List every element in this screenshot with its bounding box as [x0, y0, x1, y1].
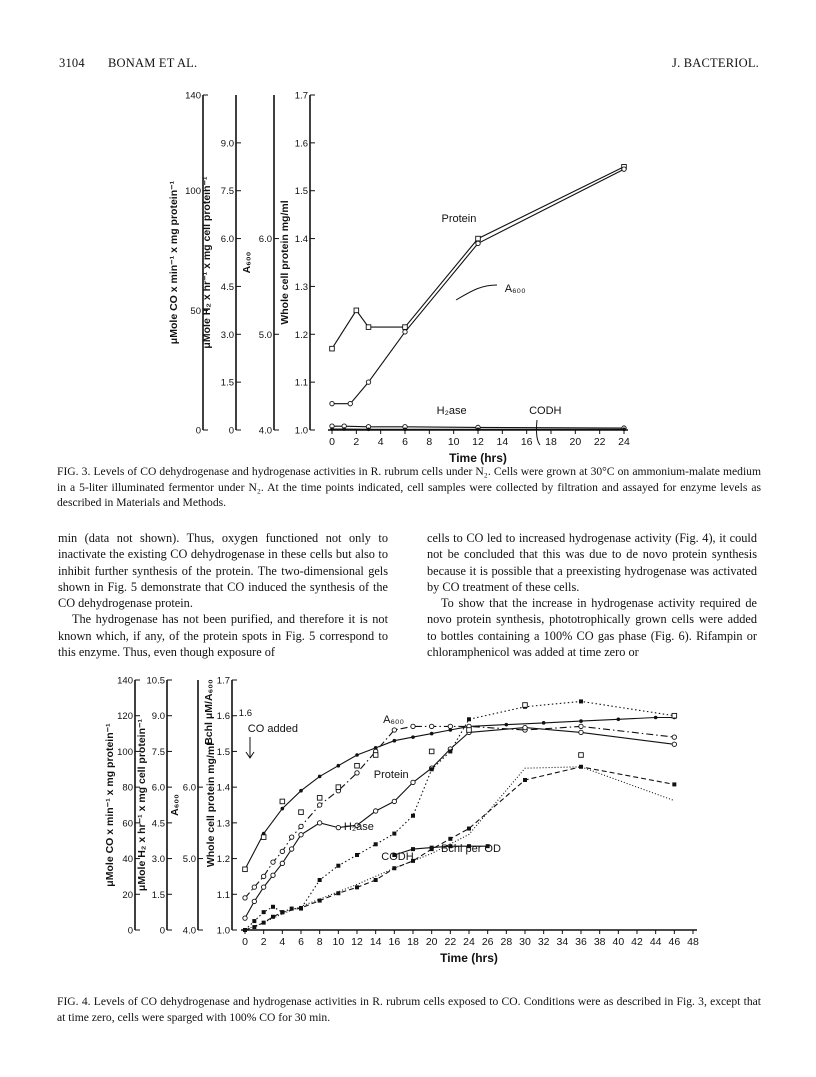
x-tick-label: 36	[575, 936, 587, 948]
data-point	[448, 724, 452, 728]
x-tick-label: 26	[481, 936, 494, 948]
x-tick-label: 44	[649, 936, 662, 948]
y-tick-label: 1.4	[216, 782, 230, 794]
data-point	[355, 753, 359, 757]
y-tick-label: 1.0	[216, 925, 230, 937]
x-tick-label: 14	[496, 436, 509, 448]
y-tick-label: 50	[190, 305, 201, 317]
x-tick-label: 8	[316, 936, 323, 948]
data-point	[672, 713, 677, 718]
y-tick-label: 1.1	[294, 377, 308, 389]
body-paragraph: The hydrogenase has not been purified, and therefore it is not known which, if any, of the protein spots in Fig. 5 correspond to this enzyme. Thus, even though exposure of	[58, 612, 388, 660]
y-tick-label: 1.4	[294, 234, 308, 246]
x-tick-label: 16	[520, 436, 533, 448]
y-tick-label: 1.1	[216, 889, 230, 901]
y-tick-label: 9.0	[220, 138, 234, 150]
x-tick-label: 38	[593, 936, 606, 948]
y-tick-label: 1.2	[216, 854, 230, 866]
series-line	[245, 726, 674, 898]
annotation-label: A₆₀₀	[504, 283, 526, 295]
data-point	[523, 725, 527, 729]
x-tick-label: 18	[407, 936, 419, 948]
data-point	[318, 775, 322, 779]
data-point	[243, 867, 248, 872]
y-tick-label: 0	[159, 925, 165, 937]
y-tick-label: 9.0	[151, 711, 165, 723]
y-tick-label: 3.0	[151, 854, 165, 866]
fig3-caption: FIG. 3. Levels of CO dehydrogenase and hydrogenase activities in R. rubrum cells under N₂. Cells were grown at 30°C on ammonium-malate medium in a 5-liter illuminated fermentor under N₂. At the time points indicated, cell samples were collected by filtration and assayed for enzyme levels as described in Materials and Methods.	[57, 465, 761, 510]
x-tick-label: 10	[332, 936, 345, 948]
page-number: 3104	[59, 56, 85, 70]
data-point	[355, 853, 359, 857]
data-point	[243, 916, 247, 920]
y-tick-label-bchl: 1.6	[238, 708, 252, 719]
data-point	[448, 837, 452, 841]
y-tick-label: 4.5	[220, 281, 234, 293]
y-tick-label: 20	[122, 889, 133, 901]
data-point	[392, 866, 396, 870]
x-tick-label: 10	[447, 436, 460, 448]
y-tick-label: 140	[185, 90, 201, 102]
y-axis-label: A₆₀₀	[169, 794, 181, 816]
data-point	[261, 885, 265, 889]
data-point	[271, 860, 275, 864]
y-axis-label: A₆₀₀	[241, 251, 253, 274]
y-tick-label: 1.5	[294, 186, 308, 198]
x-axis-label: Time (hrs)	[440, 951, 498, 965]
y-tick-label: 1.6	[216, 711, 230, 723]
data-point	[617, 717, 621, 721]
y-tick-label: 1.5	[151, 889, 165, 901]
y-tick-label: 40	[122, 854, 133, 866]
data-point	[299, 824, 303, 828]
y-tick-label: 3.0	[220, 329, 234, 341]
data-point	[261, 835, 266, 840]
y-tick-label: 4.5	[151, 818, 165, 830]
data-point	[271, 905, 275, 909]
annotation-label: Protein	[373, 769, 409, 781]
x-tick-label: 22	[593, 436, 606, 448]
x-tick-label: 4	[279, 936, 286, 948]
y-tick-label: 0	[195, 425, 201, 437]
series-line	[245, 728, 674, 919]
data-point	[317, 821, 321, 825]
data-point	[289, 847, 293, 851]
x-tick-label: 24	[463, 936, 475, 948]
x-tick-label: 18	[545, 436, 557, 448]
data-point	[318, 878, 322, 882]
data-point	[429, 724, 433, 728]
annotation-label: CO added	[247, 723, 298, 735]
y-axis-label: Whole cell protein mg/ml	[205, 742, 217, 868]
running-head: BONAM ET AL.	[108, 56, 198, 70]
journal-title: J. BACTERIOL.	[672, 56, 759, 70]
y-tick-label: 1.5	[216, 746, 230, 758]
data-point	[280, 861, 284, 865]
data-point	[411, 735, 415, 739]
y-tick-label: 140	[117, 675, 133, 687]
x-tick-label: 28	[500, 936, 513, 948]
data-point	[373, 809, 377, 813]
fig4-caption: FIG. 4. Levels of CO dehydrogenase and hydrogenase activities in R. rubrum cells exposed to CO. Conditions were as described in Fig. 3, except that at time zero, cells were sparged with 100% CO for 30 min.	[57, 995, 761, 1024]
y-tick-label: 80	[122, 782, 133, 794]
data-point	[392, 832, 396, 836]
data-point	[430, 732, 434, 736]
data-point	[252, 885, 256, 889]
data-point	[299, 789, 303, 793]
data-point	[243, 896, 247, 900]
x-tick-label: 48	[687, 936, 699, 948]
y-tick-label: 1.2	[294, 329, 308, 341]
y-tick-label: 1.6	[294, 138, 308, 150]
data-point	[318, 899, 322, 903]
data-point	[337, 764, 341, 768]
y-tick-label: 7.5	[220, 186, 234, 198]
data-point	[392, 799, 396, 803]
y-tick-label: 1.3	[216, 818, 230, 830]
x-tick-label: 6	[402, 436, 408, 448]
data-point	[393, 739, 397, 743]
data-point	[672, 735, 676, 739]
y-tick-label: 100	[117, 746, 133, 758]
annotation-label: A₆₀₀	[383, 714, 405, 726]
x-tick-label: 32	[537, 936, 550, 948]
data-point	[374, 842, 378, 846]
x-tick-label: 0	[242, 936, 248, 948]
x-axis-label: Time (hrs)	[449, 451, 507, 465]
data-point	[467, 728, 472, 733]
data-point	[373, 753, 378, 758]
x-tick-label: 42	[631, 936, 643, 948]
y-axis-label: μMole CO x min⁻¹ x mg protein⁻¹	[104, 723, 116, 887]
y-tick-label: 120	[117, 711, 133, 723]
x-tick-label: 22	[444, 936, 457, 948]
y-tick-label: 7.5	[151, 746, 165, 758]
x-tick-label: 20	[569, 436, 582, 448]
x-tick-label: 24	[618, 436, 630, 448]
body-paragraph: min (data not shown). Thus, oxygen functioned not only to inactivate the existing CO dehydrogenase in these cells but also to inhibit further synthesis of the protein. The two-dimensional gels shown in Fig. 5 demonstrate that CO induced the synthesis of the CO dehydrogenase protein.	[58, 531, 388, 611]
data-point	[467, 827, 471, 831]
data-point	[672, 782, 676, 786]
data-point	[523, 778, 527, 782]
data-point	[411, 780, 415, 784]
data-point	[280, 849, 284, 853]
annotation-label: Protein	[441, 213, 477, 225]
x-tick-label: 2	[353, 436, 360, 448]
x-tick-label: 12	[472, 436, 484, 448]
body-paragraph: To show that the increase in hydrogenase activity required de novo protein synthesis, phototrophically grown cells were added to bottles containing a 100% CO gas phase (Fig. 6). Rifampin or chloramphenicol was added at time zero or	[427, 596, 757, 660]
data-point	[411, 814, 415, 818]
data-point	[579, 753, 584, 758]
y-tick-label: 5.0	[258, 329, 272, 341]
data-point	[336, 825, 340, 829]
data-point	[261, 874, 265, 878]
data-point	[355, 885, 359, 889]
data-point	[430, 767, 434, 771]
y-tick-label: 4.0	[258, 425, 272, 437]
x-tick-label: 46	[668, 936, 681, 948]
data-point	[299, 810, 304, 815]
y-tick-label: 1.0	[294, 425, 308, 437]
data-point	[252, 919, 256, 923]
annotation-label: CODH	[381, 851, 414, 863]
data-point	[355, 771, 359, 775]
data-point	[505, 723, 509, 727]
y-axis-label: μMole H₂ x hr⁻¹ x mg cell protein⁻¹	[136, 718, 148, 892]
y-axis-label: Whole cell protein mg/ml	[279, 200, 291, 325]
data-point	[280, 799, 285, 804]
y-tick-label: 1.3	[294, 281, 308, 293]
data-point	[579, 730, 583, 734]
body-paragraph: cells to CO led to increased hydrogenase activity (Fig. 4), it could not be concluded that this was due to de novo protein synthesis because it is possible that a preexisting hydrogenase was activated by CO treatment of these cells.	[427, 531, 757, 594]
data-point	[281, 807, 285, 811]
data-point	[289, 835, 293, 839]
data-point	[672, 742, 676, 746]
data-point	[579, 719, 583, 723]
data-point	[336, 864, 340, 868]
data-point	[411, 724, 415, 728]
x-tick-label: 30	[519, 936, 531, 948]
x-tick-label: 0	[329, 436, 335, 448]
data-point	[392, 728, 396, 732]
x-tick-label: 14	[369, 936, 382, 948]
y-axis-label: μMole CO x min⁻¹ x mg protein⁻¹	[168, 180, 180, 345]
data-point	[467, 717, 471, 721]
annotation-label: CODH	[529, 405, 562, 417]
x-tick-label: 20	[425, 936, 438, 948]
y-tick-label: 6.0	[151, 782, 165, 794]
data-point	[262, 910, 266, 914]
y-tick-label: 6.0	[182, 782, 196, 794]
x-tick-label: 8	[426, 436, 433, 448]
x-tick-label: 12	[351, 936, 363, 948]
data-point	[252, 925, 256, 929]
data-point	[523, 703, 528, 708]
data-point	[374, 878, 378, 882]
annotation-label: Bchl per OD	[441, 843, 501, 855]
annotation-label: H₂ase	[436, 405, 467, 417]
annotation-label: H₂ase	[343, 821, 374, 833]
x-tick-label: 4	[377, 436, 384, 448]
y-tick-label: 4.0	[182, 925, 196, 937]
y-tick-label: 1.7	[294, 90, 308, 102]
y-tick-label: 6.0	[258, 234, 272, 246]
y-tick-label: 1.5	[220, 377, 234, 389]
y-axis-label-bchl: Bchl μM/A₆₀₀	[203, 679, 215, 745]
data-point	[579, 724, 583, 728]
data-point	[579, 699, 583, 703]
x-tick-label: 2	[260, 936, 267, 948]
y-tick-label: 5.0	[182, 854, 196, 866]
data-point	[317, 803, 321, 807]
y-axis-label: μMole H₂ x hr⁻¹ x mg cell protein⁻¹	[201, 176, 213, 349]
data-point	[430, 846, 434, 850]
data-point	[252, 899, 256, 903]
data-point	[271, 873, 275, 877]
x-tick-label: 34	[556, 936, 569, 948]
annotation-arrow	[246, 737, 254, 758]
data-point	[355, 763, 360, 768]
x-tick-label: 16	[388, 936, 401, 948]
data-point	[429, 749, 434, 754]
data-point	[542, 721, 546, 725]
data-point	[299, 833, 303, 837]
data-point	[654, 716, 658, 720]
y-tick-label: 10.5	[146, 675, 165, 687]
y-tick-label: 1.7	[216, 675, 230, 687]
data-point	[336, 785, 341, 790]
y-tick-label: 60	[122, 818, 133, 830]
data-point	[448, 749, 452, 753]
x-tick-label: 40	[612, 936, 625, 948]
y-tick-label: 6.0	[220, 234, 234, 246]
x-tick-label: 6	[298, 936, 304, 948]
y-tick-label: 100	[185, 186, 201, 198]
y-tick-label: 0	[228, 425, 234, 437]
data-point	[317, 796, 322, 801]
y-tick-label: 0	[127, 925, 133, 937]
